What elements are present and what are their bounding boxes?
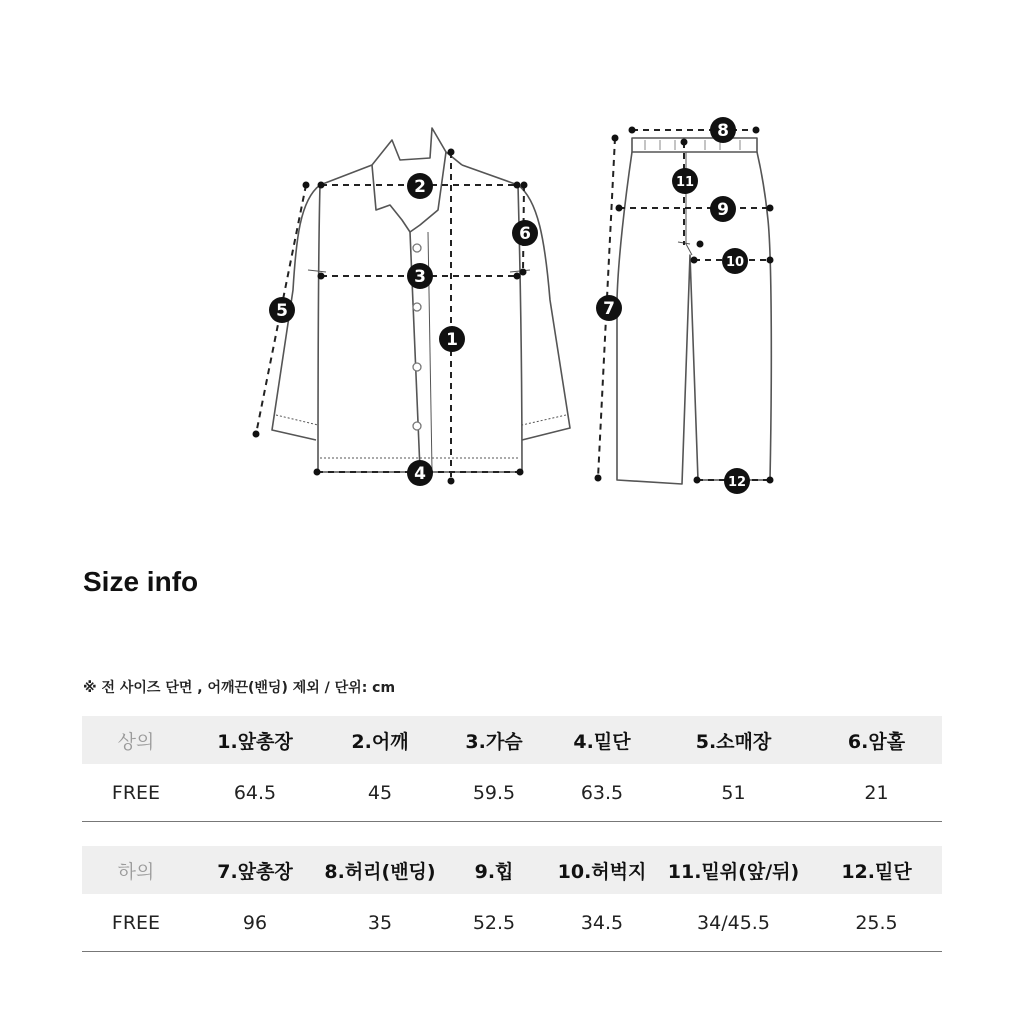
header-waist: 8.허리(밴딩) bbox=[324, 860, 436, 883]
value-rise: 34/45.5 bbox=[697, 911, 770, 934]
value-thigh: 34.5 bbox=[580, 911, 624, 934]
header-leg-opening: 12.밑단 bbox=[841, 860, 912, 883]
marker-4 bbox=[407, 460, 433, 486]
marker-10 bbox=[722, 248, 748, 274]
svg-text:12: 12 bbox=[727, 475, 747, 490]
shirt-measure-lines bbox=[256, 152, 524, 481]
marker-12 bbox=[724, 468, 750, 494]
value-hem: 63.5 bbox=[580, 781, 624, 804]
header-front-length: 1.앞총장 bbox=[217, 730, 293, 753]
svg-text:6: 6 bbox=[519, 224, 531, 244]
value-armhole: 21 bbox=[864, 781, 889, 804]
table-row bbox=[82, 894, 942, 951]
svg-text:1: 1 bbox=[446, 330, 458, 350]
svg-text:7: 7 bbox=[603, 299, 615, 319]
measurement-note: ※ 전 사이즈 단면 , 어깨끈(밴딩) 제외 / 단위: cm bbox=[83, 680, 396, 696]
marker-3 bbox=[407, 263, 433, 289]
value-waist: 35 bbox=[367, 911, 393, 934]
bottom-size-table bbox=[82, 846, 942, 952]
marker-9 bbox=[710, 196, 736, 222]
header-sleeve-length: 5.소매장 bbox=[695, 730, 772, 753]
header-hip: 9.힙 bbox=[474, 860, 514, 883]
marker-8 bbox=[710, 117, 736, 143]
marker-5 bbox=[269, 297, 295, 323]
marker-6 bbox=[512, 220, 538, 246]
marker-11 bbox=[672, 168, 698, 194]
header-thigh: 10.허벅지 bbox=[557, 860, 647, 883]
svg-text:11: 11 bbox=[675, 175, 695, 190]
svg-text:2: 2 bbox=[414, 177, 426, 197]
svg-text:5: 5 bbox=[276, 301, 288, 321]
table-row bbox=[82, 764, 942, 821]
svg-text:8: 8 bbox=[717, 121, 729, 141]
top-table-header bbox=[82, 716, 942, 764]
header-shoulder: 2.어깨 bbox=[351, 730, 409, 753]
header-hem: 4.밑단 bbox=[573, 730, 631, 753]
marker-2 bbox=[407, 173, 433, 199]
value-leg-opening: 25.5 bbox=[855, 911, 898, 934]
svg-text:9: 9 bbox=[717, 200, 729, 220]
top-category-label: 상의 bbox=[117, 730, 155, 753]
bottom-category-label: 하의 bbox=[117, 860, 155, 883]
svg-text:4: 4 bbox=[414, 464, 426, 484]
header-armhole: 6.암홀 bbox=[847, 730, 906, 753]
value-pants-length: 96 bbox=[242, 911, 268, 934]
value-chest: 59.5 bbox=[472, 781, 516, 804]
value-front-length: 64.5 bbox=[233, 781, 277, 804]
marker-1 bbox=[439, 326, 465, 352]
header-pants-length: 7.앞총장 bbox=[217, 860, 293, 883]
shirt-measure-endpoints bbox=[253, 149, 528, 485]
size-label: FREE bbox=[111, 781, 161, 804]
value-hip: 52.5 bbox=[472, 911, 516, 934]
bottom-table-header bbox=[82, 846, 942, 894]
size-label: FREE bbox=[111, 911, 161, 934]
size-info-title: Size info bbox=[83, 566, 199, 597]
marker-7 bbox=[596, 295, 622, 321]
header-chest: 3.가슴 bbox=[465, 730, 523, 753]
svg-text:10: 10 bbox=[725, 255, 745, 270]
top-size-table bbox=[82, 716, 942, 822]
svg-text:3: 3 bbox=[414, 267, 426, 287]
value-sleeve-length: 51 bbox=[721, 781, 746, 804]
header-rise: 11.밑위(앞/뒤) bbox=[667, 860, 800, 883]
value-shoulder: 45 bbox=[367, 781, 393, 804]
